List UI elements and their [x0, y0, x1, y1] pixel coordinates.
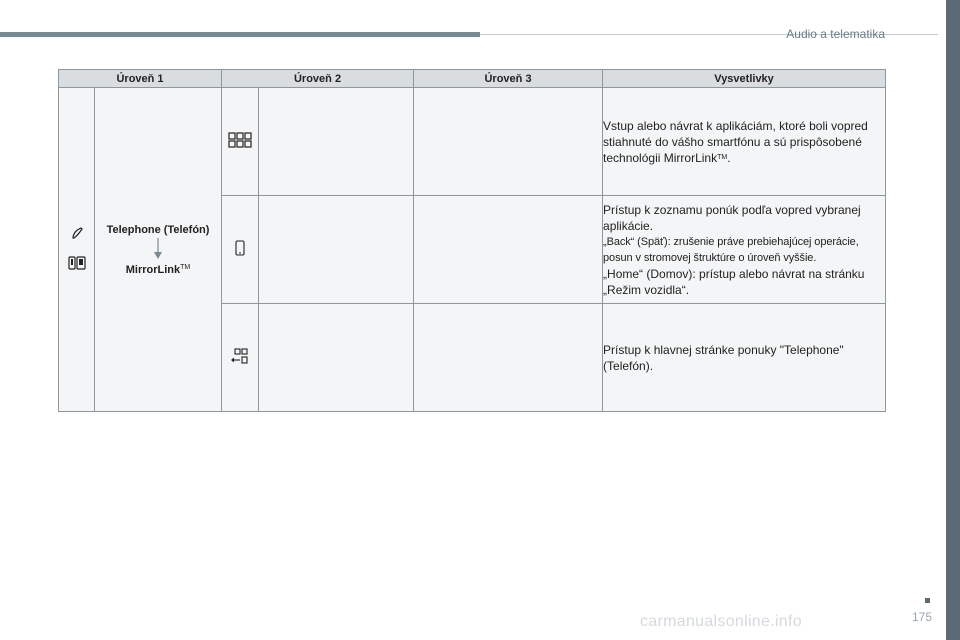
explanation-text: Vstup alebo návrat k aplikáciám, ktoré boli vopred stiahnuté do vášho smartfónu a sú prispôsobené technológii MirrorLink™.: [603, 118, 868, 165]
column-header-level3: Úroveň 3: [414, 70, 603, 88]
level1-icons-cell: [59, 88, 95, 412]
level3-cell: [414, 196, 603, 304]
level2-label-cell: [259, 196, 414, 304]
level1-label-cell: [95, 88, 222, 412]
explanation-cell: [603, 88, 886, 196]
top-accent-bar: [0, 32, 480, 37]
table-header-row: [59, 70, 886, 88]
mirrorlink-icon: [59, 256, 94, 273]
column-header-level1: Úroveň 1: [59, 70, 222, 88]
column-header-level2: Úroveň 2: [222, 70, 414, 88]
menu-table: [58, 69, 886, 412]
smartphone-icon: [235, 240, 245, 256]
level3-cell: [414, 304, 603, 412]
explanation-cell: [603, 196, 886, 304]
apps-grid-icon: [228, 132, 252, 148]
explanation-line: Prístup k zoznamu ponúk podľa vopred vybranej aplikácie.: [603, 202, 861, 233]
level2-label-cell: [259, 304, 414, 412]
explanation-cell: [603, 304, 886, 412]
table-row: [59, 88, 886, 196]
explanation-line: „Back“ (Späť): zrušenie práve prebiehajúcej operácie, posun v stromovej štruktúre o úroveň vyššie.: [603, 235, 859, 264]
page-marker-dot: [925, 598, 930, 603]
watermark-text: carmanualsonline.info: [640, 613, 802, 630]
back-to-menu-icon: [230, 348, 250, 364]
level1-telephone-label: Telephone (Telefón): [106, 223, 210, 236]
page-edge-rail: [946, 0, 960, 640]
phone-handset-icon: [59, 227, 94, 242]
level3-cell: [414, 88, 603, 196]
level2-icon-cell: [222, 304, 259, 412]
explanation-line: „Home“ (Domov): prístup alebo návrat na stránku „Režim vozidla“.: [603, 266, 865, 297]
explanation-text: Prístup k hlavnej stránke ponuky "Telephone" (Telefón).: [603, 342, 844, 373]
column-header-explanation: Vysvetlivky: [603, 70, 886, 88]
arrow-down-icon: [153, 238, 163, 260]
section-title: Audio a telematika: [786, 27, 885, 41]
level2-icon-cell: [222, 196, 259, 304]
page-number: 175: [912, 610, 933, 624]
level2-label-cell: [259, 88, 414, 196]
level1-mirrorlink-label: MirrorLink™: [125, 263, 191, 276]
level2-icon-cell: [222, 88, 259, 196]
